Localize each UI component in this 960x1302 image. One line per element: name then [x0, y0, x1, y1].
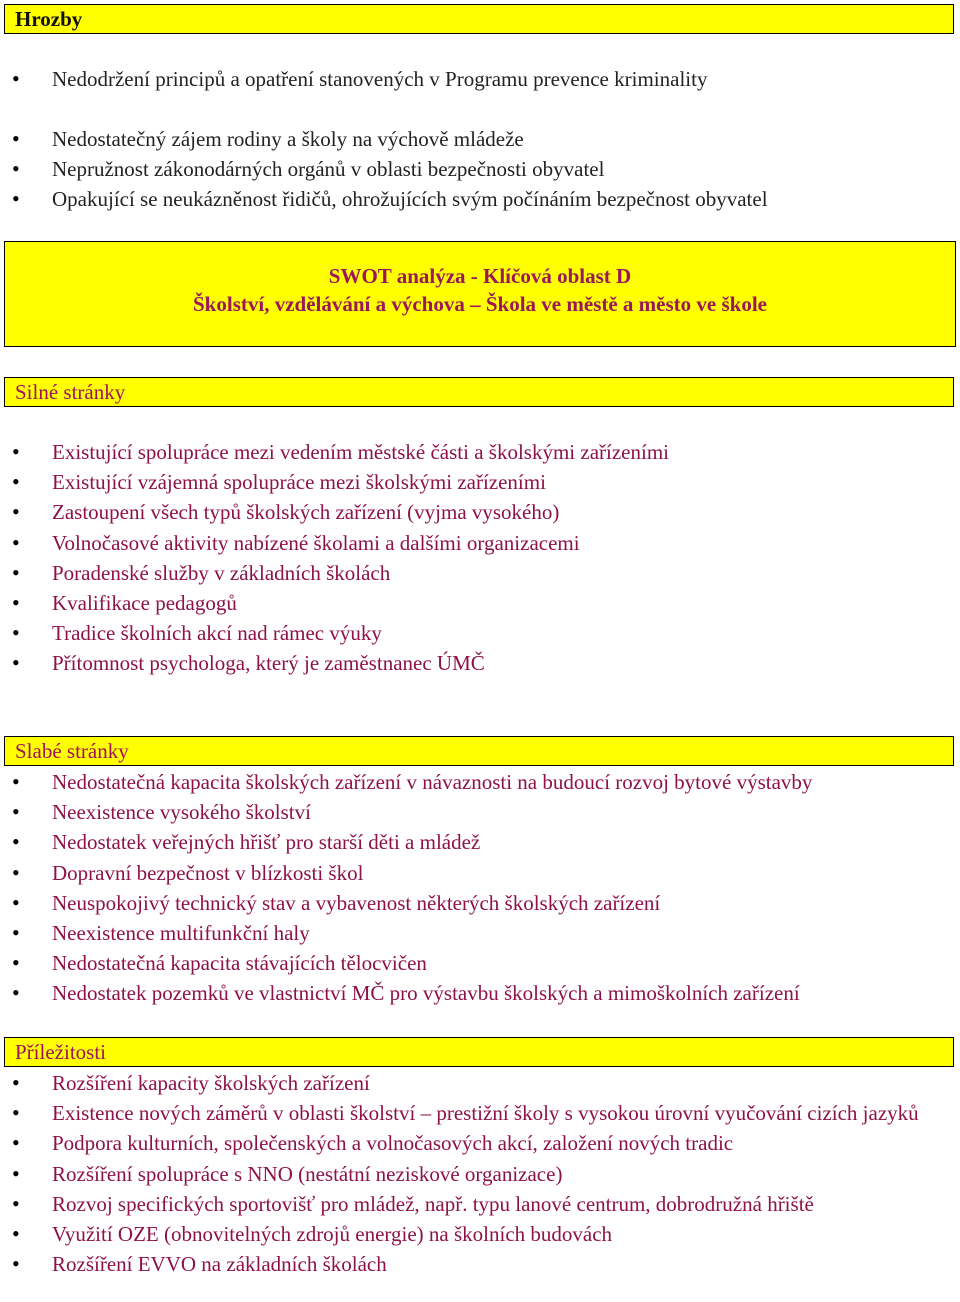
list-item: • Nedodržení principů a opatření stanovených v Programu prevence kriminality [0, 64, 707, 94]
list-item: • Rozšíření EVVO na základních školách [0, 1249, 929, 1279]
list-item: • Nedostatečná kapacita školských zařízení v návaznosti na budoucí rozvoj bytové výstavby [0, 767, 812, 797]
weaknesses-heading: Slabé stránky [4, 736, 954, 766]
list-item: • Rozšíření spolupráce s NNO (nestátní neziskové organizace) [0, 1159, 929, 1189]
list-item: • Existence nových záměrů v oblasti školství – prestižní školy s vysokou úrovní vyučování cizích jazyků [0, 1098, 929, 1128]
list-item: • Nedostatek pozemků ve vlastnictví MČ pro výstavbu školských a mimoškolních zařízení [0, 978, 812, 1008]
list-item: • Využití OZE (obnovitelných zdrojů energie) na školních budovách [0, 1219, 929, 1249]
swot-title-box [4, 241, 956, 347]
threats-list-continued [0, 124, 768, 215]
list-item: • Tradice školních akcí nad rámec výuky [0, 618, 669, 648]
swot-title: SWOT analýza - Klíčová oblast D [328, 264, 632, 288]
list-item: • Neuspokojivý technický stav a vybavenost některých školských zařízení [0, 888, 812, 918]
list-item: • Přítomnost psychologa, který je zaměstnanec ÚMČ [0, 648, 669, 678]
list-item: • Opakující se neukázněnost řidičů, ohrožujících svým počínáním bezpečnost obyvatel [0, 184, 768, 214]
strengths-heading: Silné stránky [4, 377, 954, 407]
list-item: • Podpora kulturních, společenských a volnočasových akcí, založení nových tradic [0, 1128, 929, 1158]
list-item: • Dopravní bezpečnost v blízkosti škol [0, 858, 812, 888]
swot-subtitle: Školství, vzdělávání a výchova – Škola ve městě a město ve škole [193, 292, 767, 316]
opportunities-heading: Příležitosti [4, 1037, 954, 1067]
threats-list [0, 64, 707, 94]
weaknesses-list [0, 767, 812, 1009]
list-item: • Poradenské služby v základních školách [0, 558, 669, 588]
list-item: • Nepružnost zákonodárných orgánů v oblasti bezpečnosti obyvatel [0, 154, 768, 184]
list-item: • Existující vzájemná spolupráce mezi školskými zařízeními [0, 467, 669, 497]
list-item: • Nedostatek veřejných hřišť pro starší děti a mládež [0, 827, 812, 857]
list-item: • Existující spolupráce mezi vedením městské části a školskými zařízeními [0, 437, 669, 467]
list-item: • Zastoupení všech typů školských zařízení (vyjma vysokého) [0, 497, 669, 527]
list-item: • Rozvoj specifických sportovišť pro mládež, např. typu lanové centrum, dobrodružná hřiště [0, 1189, 929, 1219]
list-item: • Neexistence multifunkční haly [0, 918, 812, 948]
opportunities-list [0, 1068, 929, 1279]
list-item: • Rozšíření kapacity školských zařízení [0, 1068, 929, 1098]
list-item: • Kvalifikace pedagogů [0, 588, 669, 618]
list-item: • Neexistence vysokého školství [0, 797, 812, 827]
list-item: • Volnočasové aktivity nabízené školami a dalšími organizacemi [0, 528, 669, 558]
list-item: • Nedostatečná kapacita stávajících tělocvičen [0, 948, 812, 978]
strengths-list [0, 437, 669, 679]
list-item: • Nedostatečný zájem rodiny a školy na výchově mládeže [0, 124, 768, 154]
threats-heading: Hrozby [4, 4, 954, 34]
